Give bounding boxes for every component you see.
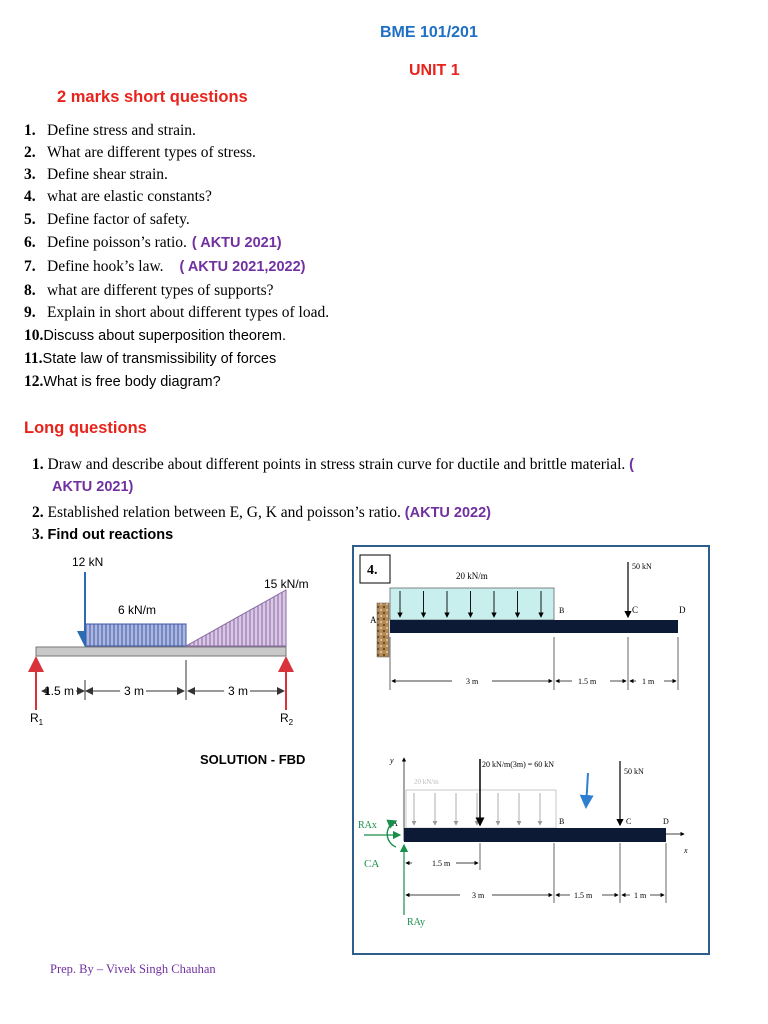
figure-3-beam-diagram	[24, 550, 324, 730]
short-question-text: Define poisson’s ratio.	[47, 234, 187, 251]
short-question-number: 11.	[24, 350, 43, 367]
beam-top	[390, 620, 678, 633]
point-load-label: 12 kN	[72, 555, 104, 569]
figure-4-number: 4.	[367, 563, 378, 578]
long-question-1-number: 1.	[32, 456, 44, 473]
fixed-support-wall	[377, 603, 389, 657]
short-question-number: 7.	[24, 258, 36, 275]
label-b-top: B	[559, 606, 565, 615]
short-question-item	[24, 372, 221, 392]
short-question-text: Discuss about superposition theorem.	[43, 328, 286, 344]
dim-3m-b: 3 m	[228, 684, 249, 698]
ray-label: RAy	[407, 917, 425, 928]
short-question-number: 1.	[24, 122, 36, 139]
short-question-item	[24, 303, 329, 323]
short-question-number: 10.	[24, 327, 44, 344]
long-question-3-number: 3.	[32, 526, 44, 543]
blue-indicator-arrow	[586, 773, 588, 807]
fbd-dim-1-5m-b: 1.5 m	[574, 891, 593, 900]
long-question-2-number: 2.	[32, 504, 44, 521]
long-question-2-tag: (AKTU 2022)	[404, 505, 492, 521]
short-question-text: Define hook’s law.	[47, 258, 164, 275]
fbd-beam	[404, 828, 666, 842]
fbd-point-load-label: 50 kN	[624, 767, 644, 776]
reaction-r1-label: $R_1$	[30, 711, 44, 727]
short-question-item	[24, 210, 190, 230]
short-question-item	[24, 165, 168, 185]
fbd-label-a: A	[392, 819, 398, 828]
fbd-dim-1m: 1 m	[634, 891, 647, 900]
short-question-tag: ( AKTU 2021,2022)	[179, 259, 306, 275]
uvl-label: 15 kN/m	[264, 577, 309, 591]
short-question-number: 6.	[24, 234, 36, 251]
long-question-1-text: Draw and describe about different points in stress strain curve for ductile and brittle material.	[47, 456, 626, 473]
short-question-number: 4.	[24, 188, 36, 205]
long-question-1-tag-open: (	[629, 457, 634, 473]
figure-4-diagram	[352, 545, 710, 955]
fbd-label-c: C	[626, 817, 632, 826]
short-question-text: what are different types of supports?	[47, 282, 274, 299]
dim-1-5m: 1.5 m	[44, 684, 75, 698]
udl-label: 6 kN/m	[118, 603, 157, 617]
short-question-item	[24, 257, 306, 277]
label-c-top: C	[632, 605, 639, 615]
fbd-y-axis: y	[390, 756, 394, 765]
rax-label: RAx	[358, 820, 377, 831]
fbd-udl-faint-label: 20 kN/m	[414, 778, 439, 786]
short-question-item	[24, 233, 282, 253]
fbd-label-b: B	[559, 817, 565, 826]
long-question-2-text: Established relation between E, G, K and poisson’s ratio.	[47, 504, 401, 521]
long-questions-heading: Long questions	[24, 419, 147, 437]
dim-bc-top: 1.5 m	[578, 677, 597, 686]
short-question-number: 12.	[24, 373, 44, 390]
udl-region	[390, 588, 554, 620]
label-a: A	[370, 615, 377, 625]
fbd-udl-faint	[406, 790, 556, 828]
long-question-1-tag: AKTU 2021)	[52, 479, 134, 495]
short-question-text: Explain in short about different types of load.	[47, 304, 330, 321]
long-question-2	[32, 503, 491, 523]
beam	[36, 647, 286, 656]
footer-credit: Prep. By – Vivek Singh Chauhan	[50, 962, 216, 976]
short-question-text: State law of transmissibility of forces	[42, 351, 277, 367]
fbd-label-d: D	[663, 817, 669, 826]
dim-ab-top: 3 m	[466, 677, 479, 686]
short-question-item	[24, 349, 276, 369]
fbd-dim-3m: 3 m	[472, 891, 485, 900]
short-question-item	[24, 326, 286, 346]
solution-fbd-label: SOLUTION - FBD	[200, 752, 306, 767]
fbd-x-axis: x	[684, 846, 688, 855]
long-question-1	[32, 455, 634, 475]
short-question-text: Define factor of safety.	[47, 211, 190, 228]
short-question-number: 8.	[24, 282, 36, 299]
uvl-triangle	[186, 590, 286, 646]
short-question-item	[24, 143, 256, 163]
short-question-tag: ( AKTU 2021)	[191, 235, 282, 251]
short-questions-heading: 2 marks short questions	[57, 88, 248, 106]
unit-title: UNIT 1	[409, 62, 460, 79]
ca-label: CA	[364, 858, 380, 870]
short-question-text: Define shear strain.	[47, 166, 168, 183]
fbd-resultant-label: 20 kN/m(3m) = 60 kN	[482, 760, 555, 769]
short-question-number: 2.	[24, 144, 36, 161]
course-code: BME 101/201	[380, 24, 478, 41]
point-load-label-top: 50 kN	[632, 562, 652, 571]
short-question-item	[24, 281, 274, 301]
long-question-3	[32, 525, 173, 545]
dim-cd-top: 1 m	[642, 677, 655, 686]
short-question-text: Define stress and strain.	[47, 122, 196, 139]
long-question-3-text: Find out reactions	[47, 527, 174, 543]
short-question-number: 3.	[24, 166, 36, 183]
reaction-r2-label: $R_2$	[280, 711, 294, 727]
label-d-top: D	[679, 605, 686, 615]
short-question-text: what are elastic constants?	[47, 188, 212, 205]
udl-block	[86, 624, 186, 646]
fbd-udl-arrows	[414, 793, 540, 825]
short-question-number: 9.	[24, 304, 36, 321]
short-question-item	[24, 187, 212, 207]
short-question-item	[24, 121, 196, 141]
dim-3m-a: 3 m	[124, 684, 145, 698]
fbd-dim-1-5m: 1.5 m	[432, 859, 451, 868]
short-question-text: What is free body diagram?	[43, 374, 221, 390]
udl-label-top: 20 kN/m	[456, 571, 488, 581]
short-question-number: 5.	[24, 211, 36, 228]
short-question-text: What are different types of stress.	[47, 144, 256, 161]
